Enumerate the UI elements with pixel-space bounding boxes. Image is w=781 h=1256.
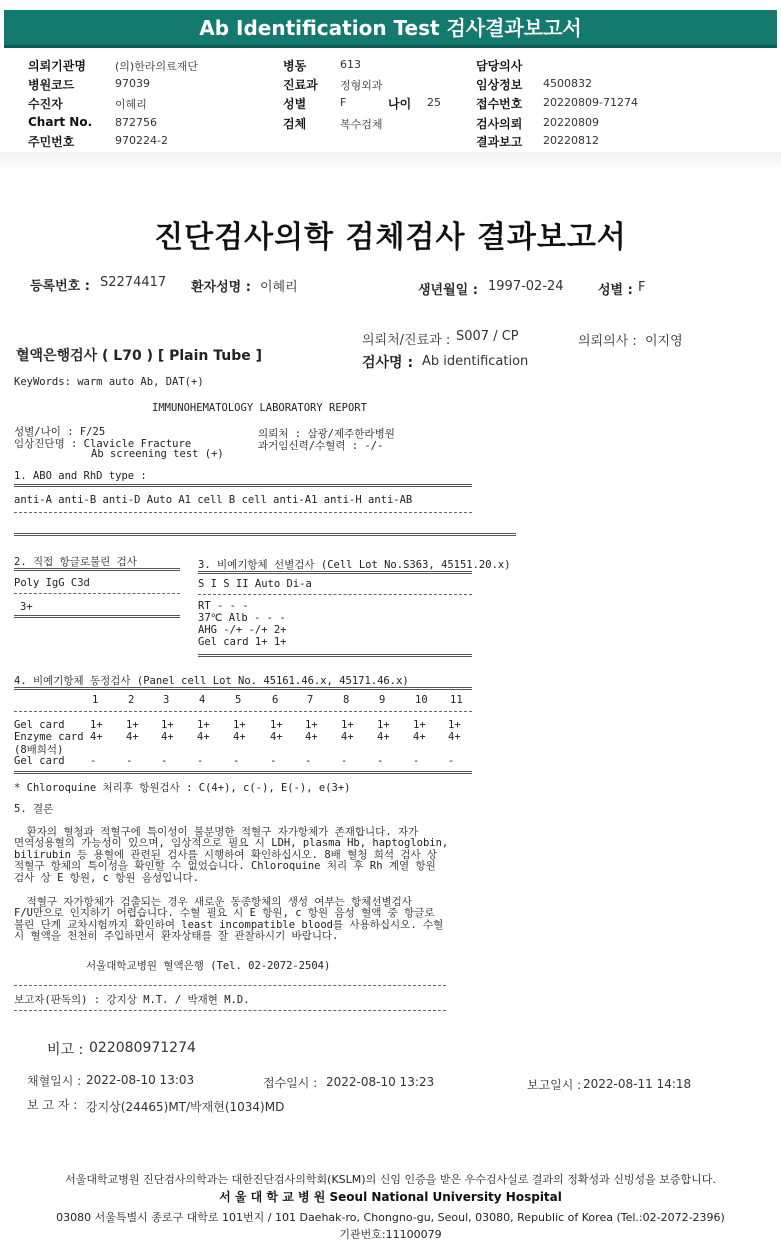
panel-col-header: 5	[235, 694, 242, 706]
header-value: 이혜리	[115, 98, 147, 111]
panel-cell: -	[377, 755, 384, 767]
summary-reporter-label: 보 고 자 :	[27, 1098, 78, 1112]
panel-cell: 4+	[305, 731, 318, 743]
patient-label: 환자성명 :	[191, 280, 251, 295]
conclusion-paragraph-2	[14, 897, 443, 943]
divider	[14, 484, 472, 487]
header-value: (의)한라의료재단	[115, 60, 198, 73]
test-group: 혈액은행검사 ( L70 ) [ Plain Tube ]	[16, 348, 263, 364]
panel-cell: 4+	[413, 731, 426, 743]
dob-label: 생년월일 :	[418, 283, 478, 298]
screen-row: AHG -/+ -/+ 2+	[198, 624, 287, 636]
conclusion-line: F/U만으로 인지하기 어렵습니다. 수혈 필요 시 E 항원, c 항원 음성 혈액 중 항글로	[14, 907, 435, 920]
conclusion-line: 시 혈액을 천천히 주입하면서 환자상태를 잘 관찰하시기 바랍니다.	[14, 930, 339, 943]
divider	[14, 512, 472, 513]
panel-col-header: 9	[379, 694, 386, 706]
panel-cell: -	[270, 755, 277, 767]
screen-row: 37℃ Alb - - -	[198, 612, 286, 624]
panel-cell: 4+	[233, 731, 246, 743]
panel-cell: 4+	[341, 731, 354, 743]
panel-col-header: 3	[163, 694, 170, 706]
panel-cell: 1+	[197, 719, 210, 731]
summary-reporter-value: 강지상(24465)MT/박재현(1034)MD	[86, 1100, 285, 1114]
receive-value: 2022-08-10 13:23	[326, 1075, 435, 1089]
conclusion-line: 면역성용혈의 가능성이 있으며, 임상적으로 필요 시 LDH, plasma Hb, haptoglobin,	[14, 837, 449, 850]
report-date-label: 보고일시 :	[527, 1078, 582, 1092]
header-value: 복수검체	[340, 118, 383, 131]
remark-value: 022080971274	[89, 1040, 196, 1056]
collect-value: 2022-08-10 13:03	[86, 1073, 195, 1087]
conclusion-line: 불린 단계 교차시험까지 확인하여 least incompatible blood를 사용하십시오. 수혈	[14, 918, 444, 931]
conclusion-title: 5. 결론	[14, 803, 54, 815]
header-value: 정형외과	[340, 79, 383, 92]
divider	[198, 571, 472, 574]
conclusion-line: 환자의 혈청과 적혈구에 특이성이 불분명한 적혈구 자가항체가 존재합니다. 자가	[14, 826, 419, 838]
panel-cell: 4+	[90, 731, 103, 743]
chloroquine-result: * Chloroquine 처리후 항원검사 : C(4+), c(-), E(-), e(3+)	[14, 782, 351, 794]
header-value: 25	[427, 96, 441, 109]
report-date-value: 2022-08-11 14:18	[583, 1077, 692, 1091]
divider	[14, 711, 472, 712]
receive-label: 접수일시 :	[263, 1076, 318, 1090]
panel-cell: 4+	[377, 731, 390, 743]
panel-cell: -	[233, 755, 240, 767]
screen-header: S I S II Auto Di-a	[198, 578, 312, 590]
header-label: Chart No.	[28, 115, 93, 129]
header-value: 20220809	[543, 116, 599, 129]
panel-col-header: 7	[307, 694, 314, 706]
panel-cell: 1+	[305, 719, 318, 731]
panel-row-label: Enzyme card	[14, 731, 84, 743]
panel-cell: -	[305, 755, 312, 767]
panel-cell: -	[161, 755, 168, 767]
divider	[14, 1010, 446, 1011]
dat-title: 2. 직접 항글로불린 검사	[14, 556, 137, 568]
dept-label: 의뢰처/진료과 :	[362, 333, 451, 348]
panel-cell: 4+	[161, 731, 174, 743]
screen-row: RT - - -	[198, 600, 249, 612]
panel-col-header: 6	[272, 694, 279, 706]
blood-bank-line: 서울대학교병원 혈액은행 (Tel. 02-2072-2504)	[86, 960, 331, 972]
test-name-value: Ab identification	[422, 354, 529, 369]
patient-value: 이혜리	[260, 280, 298, 295]
reg-value: S2274417	[100, 275, 167, 290]
abo-title: 1. ABO and RhD type :	[14, 470, 147, 482]
divider	[14, 615, 180, 618]
dat-header: Poly IgG C3d	[14, 577, 90, 589]
conclusion-paragraph-1	[14, 827, 448, 884]
panel-cell: 1+	[377, 719, 390, 731]
panel-col-header: 1	[92, 694, 99, 706]
certification-text: 서울대학교병원 진단검사의학과는 대한진단검사의학회(KSLM)의 신임 인증을 받은 우수검사실로 결과의 정확성과 신빙성을 보증합니다.	[65, 1173, 716, 1186]
hospital-address: 03080 서울특별시 종로구 대학로 101번지 / 101 Daehak-ro, Chongno-gu, Seoul, 03080, Republic of Korea (Tel.:02-2072-2396)	[56, 1211, 725, 1224]
test-name-label: 검사명 :	[362, 355, 414, 371]
screen-title: 3. 비예기항체 선별검사 (Cell Lot No.S363, 45151.20.x)	[198, 559, 511, 571]
header-value: 20220812	[543, 134, 599, 147]
header-label: 병원코드	[28, 78, 75, 92]
panel-row-label: (8배희석)	[14, 744, 64, 756]
report-header-title: Ab Identification Test 검사결과보고서	[4, 10, 777, 48]
header-label: 병동	[283, 59, 307, 73]
lab-report-title: IMMUNOHEMATOLOGY LABORATORY REPORT	[152, 402, 367, 414]
header-label: 검체	[283, 117, 307, 131]
header-label: 의뢰기관명	[28, 59, 86, 73]
divider	[14, 985, 446, 986]
institution-code: 기관번호:11100079	[339, 1228, 442, 1241]
dob-value: 1997-02-24	[488, 279, 564, 294]
header-value: 20220809-71274	[543, 96, 638, 109]
panel-cell: -	[126, 755, 133, 767]
panel-cell: 4+	[197, 731, 210, 743]
conclusion-line: 검사 상 E 항원, c 항원 음성입니다.	[14, 871, 199, 884]
header-separator	[0, 152, 781, 172]
header-value: F	[340, 96, 347, 109]
divider	[14, 771, 472, 774]
keywords: KeyWords: warm auto Ab, DAT(+)	[14, 376, 204, 388]
panel-cell: 1+	[233, 719, 246, 731]
divider	[198, 654, 472, 657]
panel-cell: 1+	[90, 719, 103, 731]
header-label: 주민번호	[28, 135, 75, 149]
panel-cell: 1+	[413, 719, 426, 731]
sex-age: 성별/나이 : F/25	[14, 426, 106, 438]
header-value: 872756	[115, 116, 157, 129]
panel-cell: 4+	[126, 731, 139, 743]
header-label: 접수번호	[476, 97, 523, 111]
divider	[14, 533, 516, 536]
panel-col-header: 2	[128, 694, 135, 706]
header-label: 임상정보	[476, 78, 523, 92]
panel-cell: -	[341, 755, 348, 767]
header-label: 나이	[388, 97, 412, 111]
panel-col-header: 4	[199, 694, 206, 706]
header-label: 진료과	[283, 78, 318, 92]
header-label: 검사의뢰	[476, 117, 523, 131]
divider	[14, 593, 180, 594]
abo-header: anti-A anti-B anti-D Auto A1 cell B cell anti-A1 anti-H anti-AB	[14, 494, 413, 506]
conclusion-line: 적혈구 항체의 특이성을 확인할 수 없었습니다. Chloroquine 처리 후 Rh 계열 항원	[14, 860, 436, 873]
panel-row-label: Gel card	[14, 719, 65, 731]
collect-label: 채혈일시 :	[27, 1074, 82, 1088]
header-label: 결과보고	[476, 135, 523, 149]
header-value: 97039	[115, 77, 150, 90]
header-value: 970224-2	[115, 134, 168, 147]
divider	[14, 687, 472, 690]
header-label: 담당의사	[476, 59, 523, 73]
remark-label: 비고 :	[47, 1042, 84, 1058]
panel-cell: -	[448, 755, 455, 767]
diagnosis: 임상진단명 : Clavicle Fracture	[14, 438, 192, 450]
conclusion-line: 적혈구 자가항체가 검출되는 경우 새로운 동종항체의 생성 여부는 항체선별검사	[14, 896, 412, 908]
referrer: 의뢰처 : 삼광/제주한라병원	[258, 428, 395, 440]
header-label: 성별	[283, 97, 307, 111]
header-value: 4500832	[543, 77, 592, 90]
reporter-line: 보고자(판독의) : 강지상 M.T. / 박재현 M.D.	[14, 994, 250, 1006]
report-title: 진단검사의학 검체검사 결과보고서	[154, 220, 627, 255]
panel-col-header: 8	[343, 694, 350, 706]
sex-value: F	[638, 280, 646, 295]
divider	[198, 594, 472, 595]
panel-cell: -	[413, 755, 420, 767]
conclusion-line: bilirubin 등 용혈에 관련된 검사를 시행하여 확인하십시오. 8배 혈청 희석 검사 상	[14, 848, 438, 861]
panel-col-header: 10	[415, 694, 428, 706]
panel-cell: 1+	[448, 719, 461, 731]
panel-cell: 4+	[448, 731, 461, 743]
divider	[14, 568, 180, 571]
header-label: 수진자	[28, 97, 63, 111]
panel-col-header: 11	[450, 694, 463, 706]
panel-cell: 1+	[126, 719, 139, 731]
panel-cell: 4+	[270, 731, 283, 743]
hospital-name: 서 울 대 학 교 병 원 Seoul National University Hospital	[219, 1190, 562, 1204]
dat-value: 3+	[20, 601, 33, 613]
dept-value: S007 / CP	[456, 329, 519, 344]
doctor-label: 의뢰의사 :	[578, 334, 637, 349]
panel-cell: 1+	[341, 719, 354, 731]
screen-row: Gel card 1+ 1+	[198, 636, 287, 648]
screening-result: Ab screening test (+)	[91, 448, 224, 460]
panel-cell: -	[90, 755, 97, 767]
panel-cell: 1+	[270, 719, 283, 731]
panel-title: 4. 비예기항체 동정검사 (Panel cell Lot No. 45161.46.x, 45171.46.x)	[14, 675, 409, 687]
sex-label: 성별 :	[598, 283, 633, 298]
transfusion-history: 과거임신력/수혈력 : -/-	[258, 440, 384, 452]
panel-row-label: Gel card	[14, 755, 65, 767]
panel-cell: 1+	[161, 719, 174, 731]
panel-cell: -	[197, 755, 204, 767]
header-value: 613	[340, 58, 361, 71]
doctor-value: 이지영	[645, 334, 683, 349]
reg-label: 등록번호 :	[30, 279, 90, 294]
